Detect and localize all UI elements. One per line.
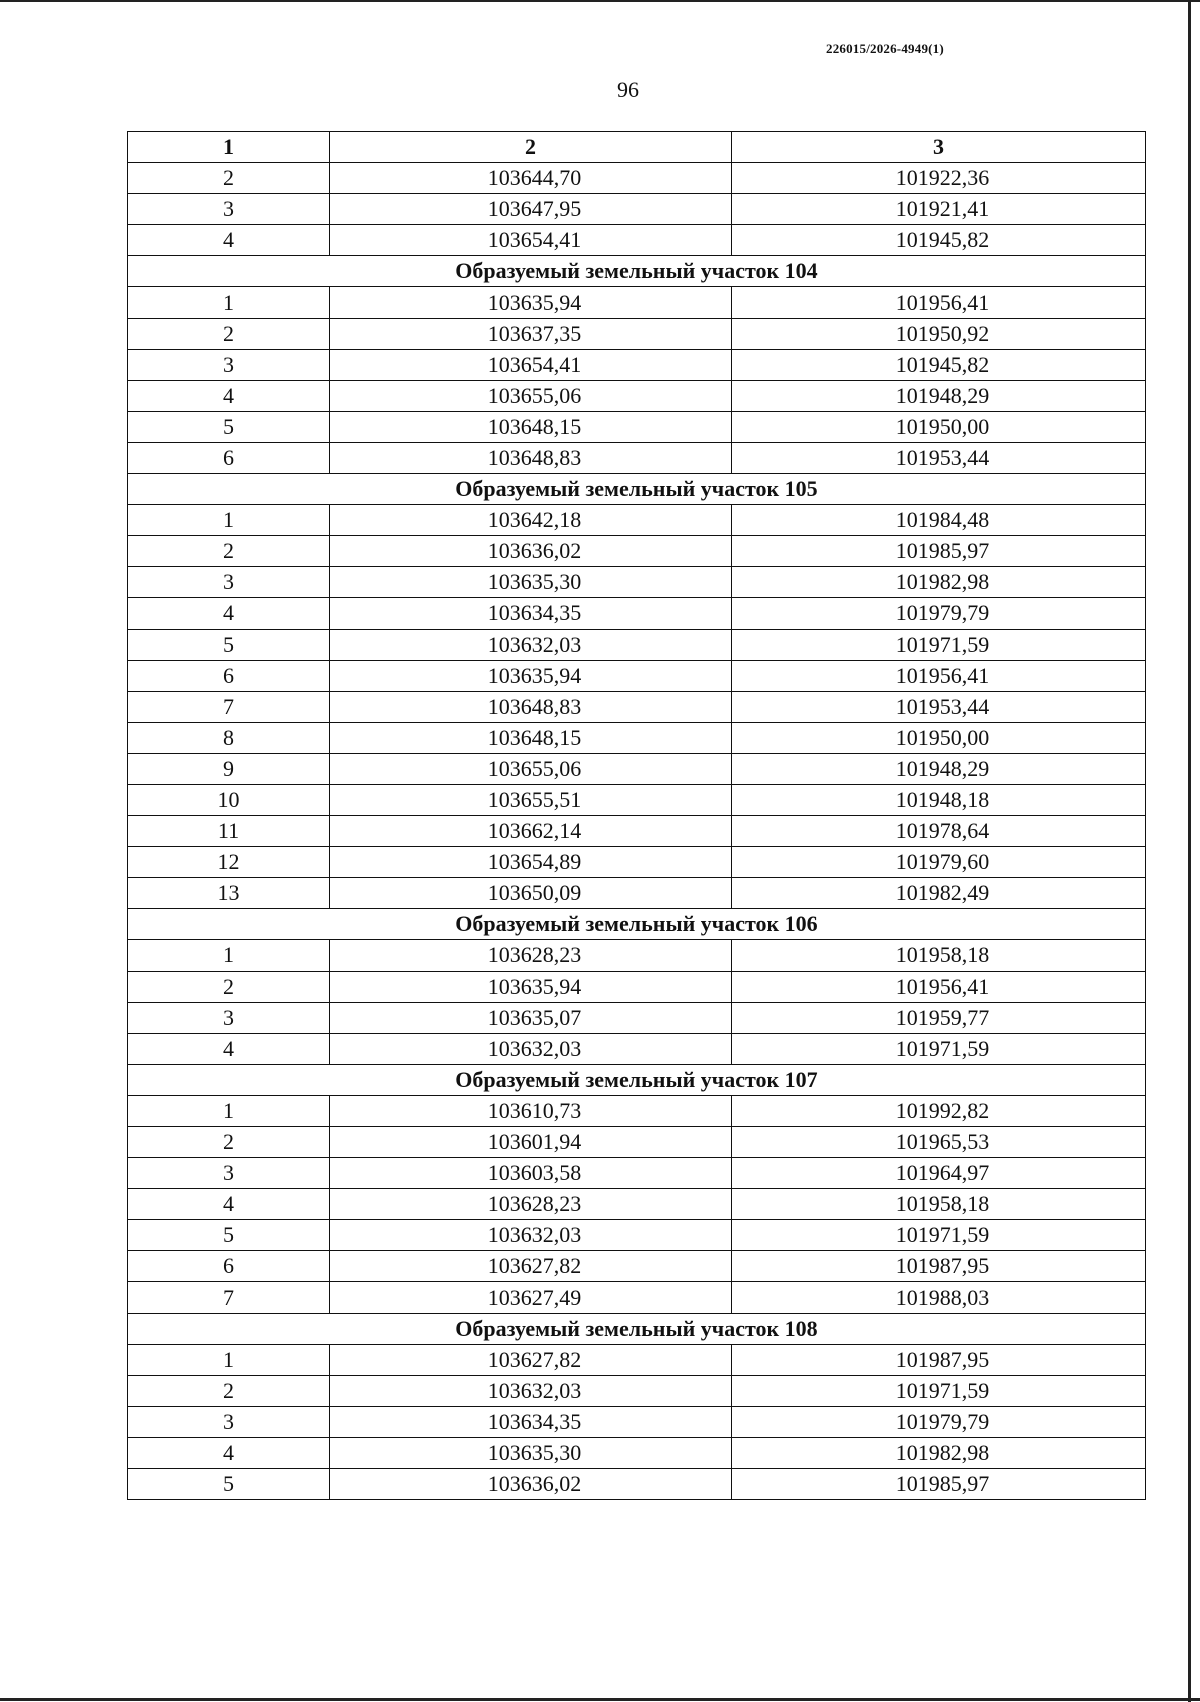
coordinate-y-cell: 101985,97 bbox=[732, 536, 1146, 567]
coordinate-y-cell: 101948,29 bbox=[732, 753, 1146, 784]
table-row bbox=[128, 940, 1146, 971]
table-row bbox=[128, 225, 1146, 256]
coordinate-y-cell: 101971,59 bbox=[732, 629, 1146, 660]
coordinate-y-cell: 101971,59 bbox=[732, 1033, 1146, 1064]
table-row bbox=[128, 722, 1146, 753]
coordinate-x-cell: 103635,30 bbox=[330, 1437, 732, 1468]
coordinate-x-cell: 103648,15 bbox=[330, 722, 732, 753]
coordinate-x-cell: 103648,83 bbox=[330, 442, 732, 473]
coordinate-y-cell: 101956,41 bbox=[732, 287, 1146, 318]
coordinate-x-cell: 103636,02 bbox=[330, 536, 732, 567]
point-number-cell: 5 bbox=[128, 1469, 330, 1500]
coordinate-y-cell: 101982,98 bbox=[732, 1437, 1146, 1468]
section-title: Образуемый земельный участок 107 bbox=[128, 1064, 1146, 1095]
table-row bbox=[128, 163, 1146, 194]
page-border-right bbox=[1188, 0, 1191, 1702]
point-number-cell: 13 bbox=[128, 878, 330, 909]
coordinate-y-cell: 101959,77 bbox=[732, 1002, 1146, 1033]
coordinate-y-cell: 101979,79 bbox=[732, 1406, 1146, 1437]
coordinate-x-cell: 103627,82 bbox=[330, 1344, 732, 1375]
table-row bbox=[128, 816, 1146, 847]
document-number: 226015/2026-4949(1) bbox=[826, 41, 944, 56]
table-row bbox=[128, 784, 1146, 815]
point-number-cell: 3 bbox=[128, 1406, 330, 1437]
point-number-cell: 3 bbox=[128, 1002, 330, 1033]
coordinate-x-cell: 103603,58 bbox=[330, 1158, 732, 1189]
table-row bbox=[128, 629, 1146, 660]
coordinate-y-cell: 101921,41 bbox=[732, 194, 1146, 225]
coordinate-x-cell: 103635,94 bbox=[330, 660, 732, 691]
section-row bbox=[128, 1064, 1146, 1095]
coordinate-y-cell: 101953,44 bbox=[732, 691, 1146, 722]
table-row bbox=[128, 753, 1146, 784]
coordinate-y-cell: 101950,00 bbox=[732, 722, 1146, 753]
page-number: 96 bbox=[617, 77, 639, 102]
coordinate-x-cell: 103628,23 bbox=[330, 1189, 732, 1220]
point-number-cell: 1 bbox=[128, 287, 330, 318]
section-row bbox=[128, 1313, 1146, 1344]
point-number-cell: 11 bbox=[128, 816, 330, 847]
table-row bbox=[128, 1282, 1146, 1313]
coordinate-x-cell: 103628,23 bbox=[330, 940, 732, 971]
point-number-cell: 1 bbox=[128, 1095, 330, 1126]
point-number-cell: 2 bbox=[128, 1127, 330, 1158]
coordinate-x-cell: 103601,94 bbox=[330, 1127, 732, 1158]
coordinate-x-cell: 103634,35 bbox=[330, 598, 732, 629]
coordinate-y-cell: 101992,82 bbox=[732, 1095, 1146, 1126]
point-number-cell: 1 bbox=[128, 1344, 330, 1375]
coordinate-y-cell: 101948,18 bbox=[732, 784, 1146, 815]
coordinate-x-cell: 103632,03 bbox=[330, 1375, 732, 1406]
point-number-cell: 5 bbox=[128, 1220, 330, 1251]
point-number-cell: 4 bbox=[128, 598, 330, 629]
table-row bbox=[128, 536, 1146, 567]
table-row bbox=[128, 1189, 1146, 1220]
coordinate-y-cell: 101950,00 bbox=[732, 411, 1146, 442]
coordinate-x-cell: 103654,41 bbox=[330, 225, 732, 256]
point-number-cell: 2 bbox=[128, 536, 330, 567]
coordinate-x-cell: 103637,35 bbox=[330, 318, 732, 349]
coordinate-y-cell: 101945,82 bbox=[732, 349, 1146, 380]
coordinate-x-cell: 103648,15 bbox=[330, 411, 732, 442]
point-number-cell: 4 bbox=[128, 1189, 330, 1220]
point-number-cell: 2 bbox=[128, 163, 330, 194]
column-header-1: 1 bbox=[128, 132, 330, 163]
point-number-cell: 4 bbox=[128, 380, 330, 411]
coordinate-x-cell: 103627,49 bbox=[330, 1282, 732, 1313]
table-row bbox=[128, 411, 1146, 442]
coordinate-x-cell: 103632,03 bbox=[330, 1220, 732, 1251]
coordinate-x-cell: 103662,14 bbox=[330, 816, 732, 847]
table-row bbox=[128, 691, 1146, 722]
section-row bbox=[128, 909, 1146, 940]
table-row bbox=[128, 1344, 1146, 1375]
table-header bbox=[128, 132, 1146, 163]
point-number-cell: 5 bbox=[128, 411, 330, 442]
point-number-cell: 9 bbox=[128, 753, 330, 784]
coordinate-x-cell: 103648,83 bbox=[330, 691, 732, 722]
coordinate-y-cell: 101971,59 bbox=[732, 1220, 1146, 1251]
point-number-cell: 10 bbox=[128, 784, 330, 815]
table-row bbox=[128, 1002, 1146, 1033]
point-number-cell: 2 bbox=[128, 1375, 330, 1406]
coordinate-x-cell: 103635,94 bbox=[330, 287, 732, 318]
coordinate-x-cell: 103642,18 bbox=[330, 505, 732, 536]
point-number-cell: 4 bbox=[128, 1033, 330, 1064]
coordinate-x-cell: 103632,03 bbox=[330, 1033, 732, 1064]
table-row bbox=[128, 971, 1146, 1002]
page-border-top bbox=[0, 0, 1200, 2]
point-number-cell: 12 bbox=[128, 847, 330, 878]
point-number-cell: 6 bbox=[128, 442, 330, 473]
coordinate-y-cell: 101945,82 bbox=[732, 225, 1146, 256]
point-number-cell: 5 bbox=[128, 629, 330, 660]
table-row bbox=[128, 1033, 1146, 1064]
table-row bbox=[128, 1469, 1146, 1500]
section-row bbox=[128, 256, 1146, 287]
column-header-3: 3 bbox=[732, 132, 1146, 163]
column-header-2: 2 bbox=[330, 132, 732, 163]
coordinate-y-cell: 101985,97 bbox=[732, 1469, 1146, 1500]
coordinate-y-cell: 101950,92 bbox=[732, 318, 1146, 349]
coordinate-x-cell: 103644,70 bbox=[330, 163, 732, 194]
table-row bbox=[128, 1220, 1146, 1251]
coordinate-y-cell: 101987,95 bbox=[732, 1344, 1146, 1375]
coordinate-y-cell: 101958,18 bbox=[732, 940, 1146, 971]
point-number-cell: 7 bbox=[128, 691, 330, 722]
coordinate-x-cell: 103627,82 bbox=[330, 1251, 732, 1282]
section-title: Образуемый земельный участок 104 bbox=[128, 256, 1146, 287]
table-row bbox=[128, 1251, 1146, 1282]
table-row bbox=[128, 847, 1146, 878]
coordinate-x-cell: 103636,02 bbox=[330, 1469, 732, 1500]
table-row bbox=[128, 598, 1146, 629]
point-number-cell: 1 bbox=[128, 940, 330, 971]
coordinate-x-cell: 103647,95 bbox=[330, 194, 732, 225]
point-number-cell: 1 bbox=[128, 505, 330, 536]
coordinate-x-cell: 103655,06 bbox=[330, 753, 732, 784]
coordinate-x-cell: 103632,03 bbox=[330, 629, 732, 660]
table-body bbox=[128, 163, 1146, 1500]
coordinate-y-cell: 101958,18 bbox=[732, 1189, 1146, 1220]
coordinate-x-cell: 103655,06 bbox=[330, 380, 732, 411]
coordinates-table bbox=[127, 131, 1146, 1500]
header-row bbox=[128, 132, 1146, 163]
table-row bbox=[128, 1375, 1146, 1406]
section-row bbox=[128, 474, 1146, 505]
point-number-cell: 3 bbox=[128, 567, 330, 598]
point-number-cell: 6 bbox=[128, 1251, 330, 1282]
table-row bbox=[128, 1095, 1146, 1126]
point-number-cell: 7 bbox=[128, 1282, 330, 1313]
point-number-cell: 6 bbox=[128, 660, 330, 691]
table-row bbox=[128, 380, 1146, 411]
table-row bbox=[128, 1158, 1146, 1189]
table-row bbox=[128, 1406, 1146, 1437]
coordinate-y-cell: 101956,41 bbox=[732, 971, 1146, 1002]
coordinate-x-cell: 103635,30 bbox=[330, 567, 732, 598]
table-row bbox=[128, 1127, 1146, 1158]
table-row bbox=[128, 505, 1146, 536]
coordinate-x-cell: 103650,09 bbox=[330, 878, 732, 909]
point-number-cell: 4 bbox=[128, 1437, 330, 1468]
coordinate-y-cell: 101982,49 bbox=[732, 878, 1146, 909]
table-row bbox=[128, 660, 1146, 691]
coordinate-y-cell: 101979,79 bbox=[732, 598, 1146, 629]
point-number-cell: 4 bbox=[128, 225, 330, 256]
coordinate-x-cell: 103655,51 bbox=[330, 784, 732, 815]
table-row bbox=[128, 287, 1146, 318]
coordinate-y-cell: 101971,59 bbox=[732, 1375, 1146, 1406]
coordinate-y-cell: 101953,44 bbox=[732, 442, 1146, 473]
section-title: Образуемый земельный участок 108 bbox=[128, 1313, 1146, 1344]
point-number-cell: 3 bbox=[128, 1158, 330, 1189]
table-row bbox=[128, 442, 1146, 473]
point-number-cell: 2 bbox=[128, 318, 330, 349]
table-row bbox=[128, 567, 1146, 598]
page-border-bottom bbox=[0, 1698, 1200, 1701]
table-row bbox=[128, 349, 1146, 380]
coordinate-x-cell: 103634,35 bbox=[330, 1406, 732, 1437]
coordinate-y-cell: 101956,41 bbox=[732, 660, 1146, 691]
coordinate-y-cell: 101984,48 bbox=[732, 505, 1146, 536]
coordinate-y-cell: 101987,95 bbox=[732, 1251, 1146, 1282]
coordinate-y-cell: 101922,36 bbox=[732, 163, 1146, 194]
table-row bbox=[128, 194, 1146, 225]
coordinate-y-cell: 101988,03 bbox=[732, 1282, 1146, 1313]
table-row bbox=[128, 318, 1146, 349]
coordinate-x-cell: 103610,73 bbox=[330, 1095, 732, 1126]
coordinate-y-cell: 101979,60 bbox=[732, 847, 1146, 878]
coordinate-y-cell: 101978,64 bbox=[732, 816, 1146, 847]
section-title: Образуемый земельный участок 106 bbox=[128, 909, 1146, 940]
point-number-cell: 3 bbox=[128, 349, 330, 380]
point-number-cell: 3 bbox=[128, 194, 330, 225]
coordinate-y-cell: 101965,53 bbox=[732, 1127, 1146, 1158]
section-title: Образуемый земельный участок 105 bbox=[128, 474, 1146, 505]
point-number-cell: 2 bbox=[128, 971, 330, 1002]
coordinate-y-cell: 101982,98 bbox=[732, 567, 1146, 598]
table-row bbox=[128, 878, 1146, 909]
point-number-cell: 8 bbox=[128, 722, 330, 753]
coordinate-x-cell: 103635,94 bbox=[330, 971, 732, 1002]
coordinate-x-cell: 103654,89 bbox=[330, 847, 732, 878]
coordinate-y-cell: 101948,29 bbox=[732, 380, 1146, 411]
table-row bbox=[128, 1437, 1146, 1468]
coordinate-x-cell: 103635,07 bbox=[330, 1002, 732, 1033]
coordinate-x-cell: 103654,41 bbox=[330, 349, 732, 380]
coordinate-y-cell: 101964,97 bbox=[732, 1158, 1146, 1189]
